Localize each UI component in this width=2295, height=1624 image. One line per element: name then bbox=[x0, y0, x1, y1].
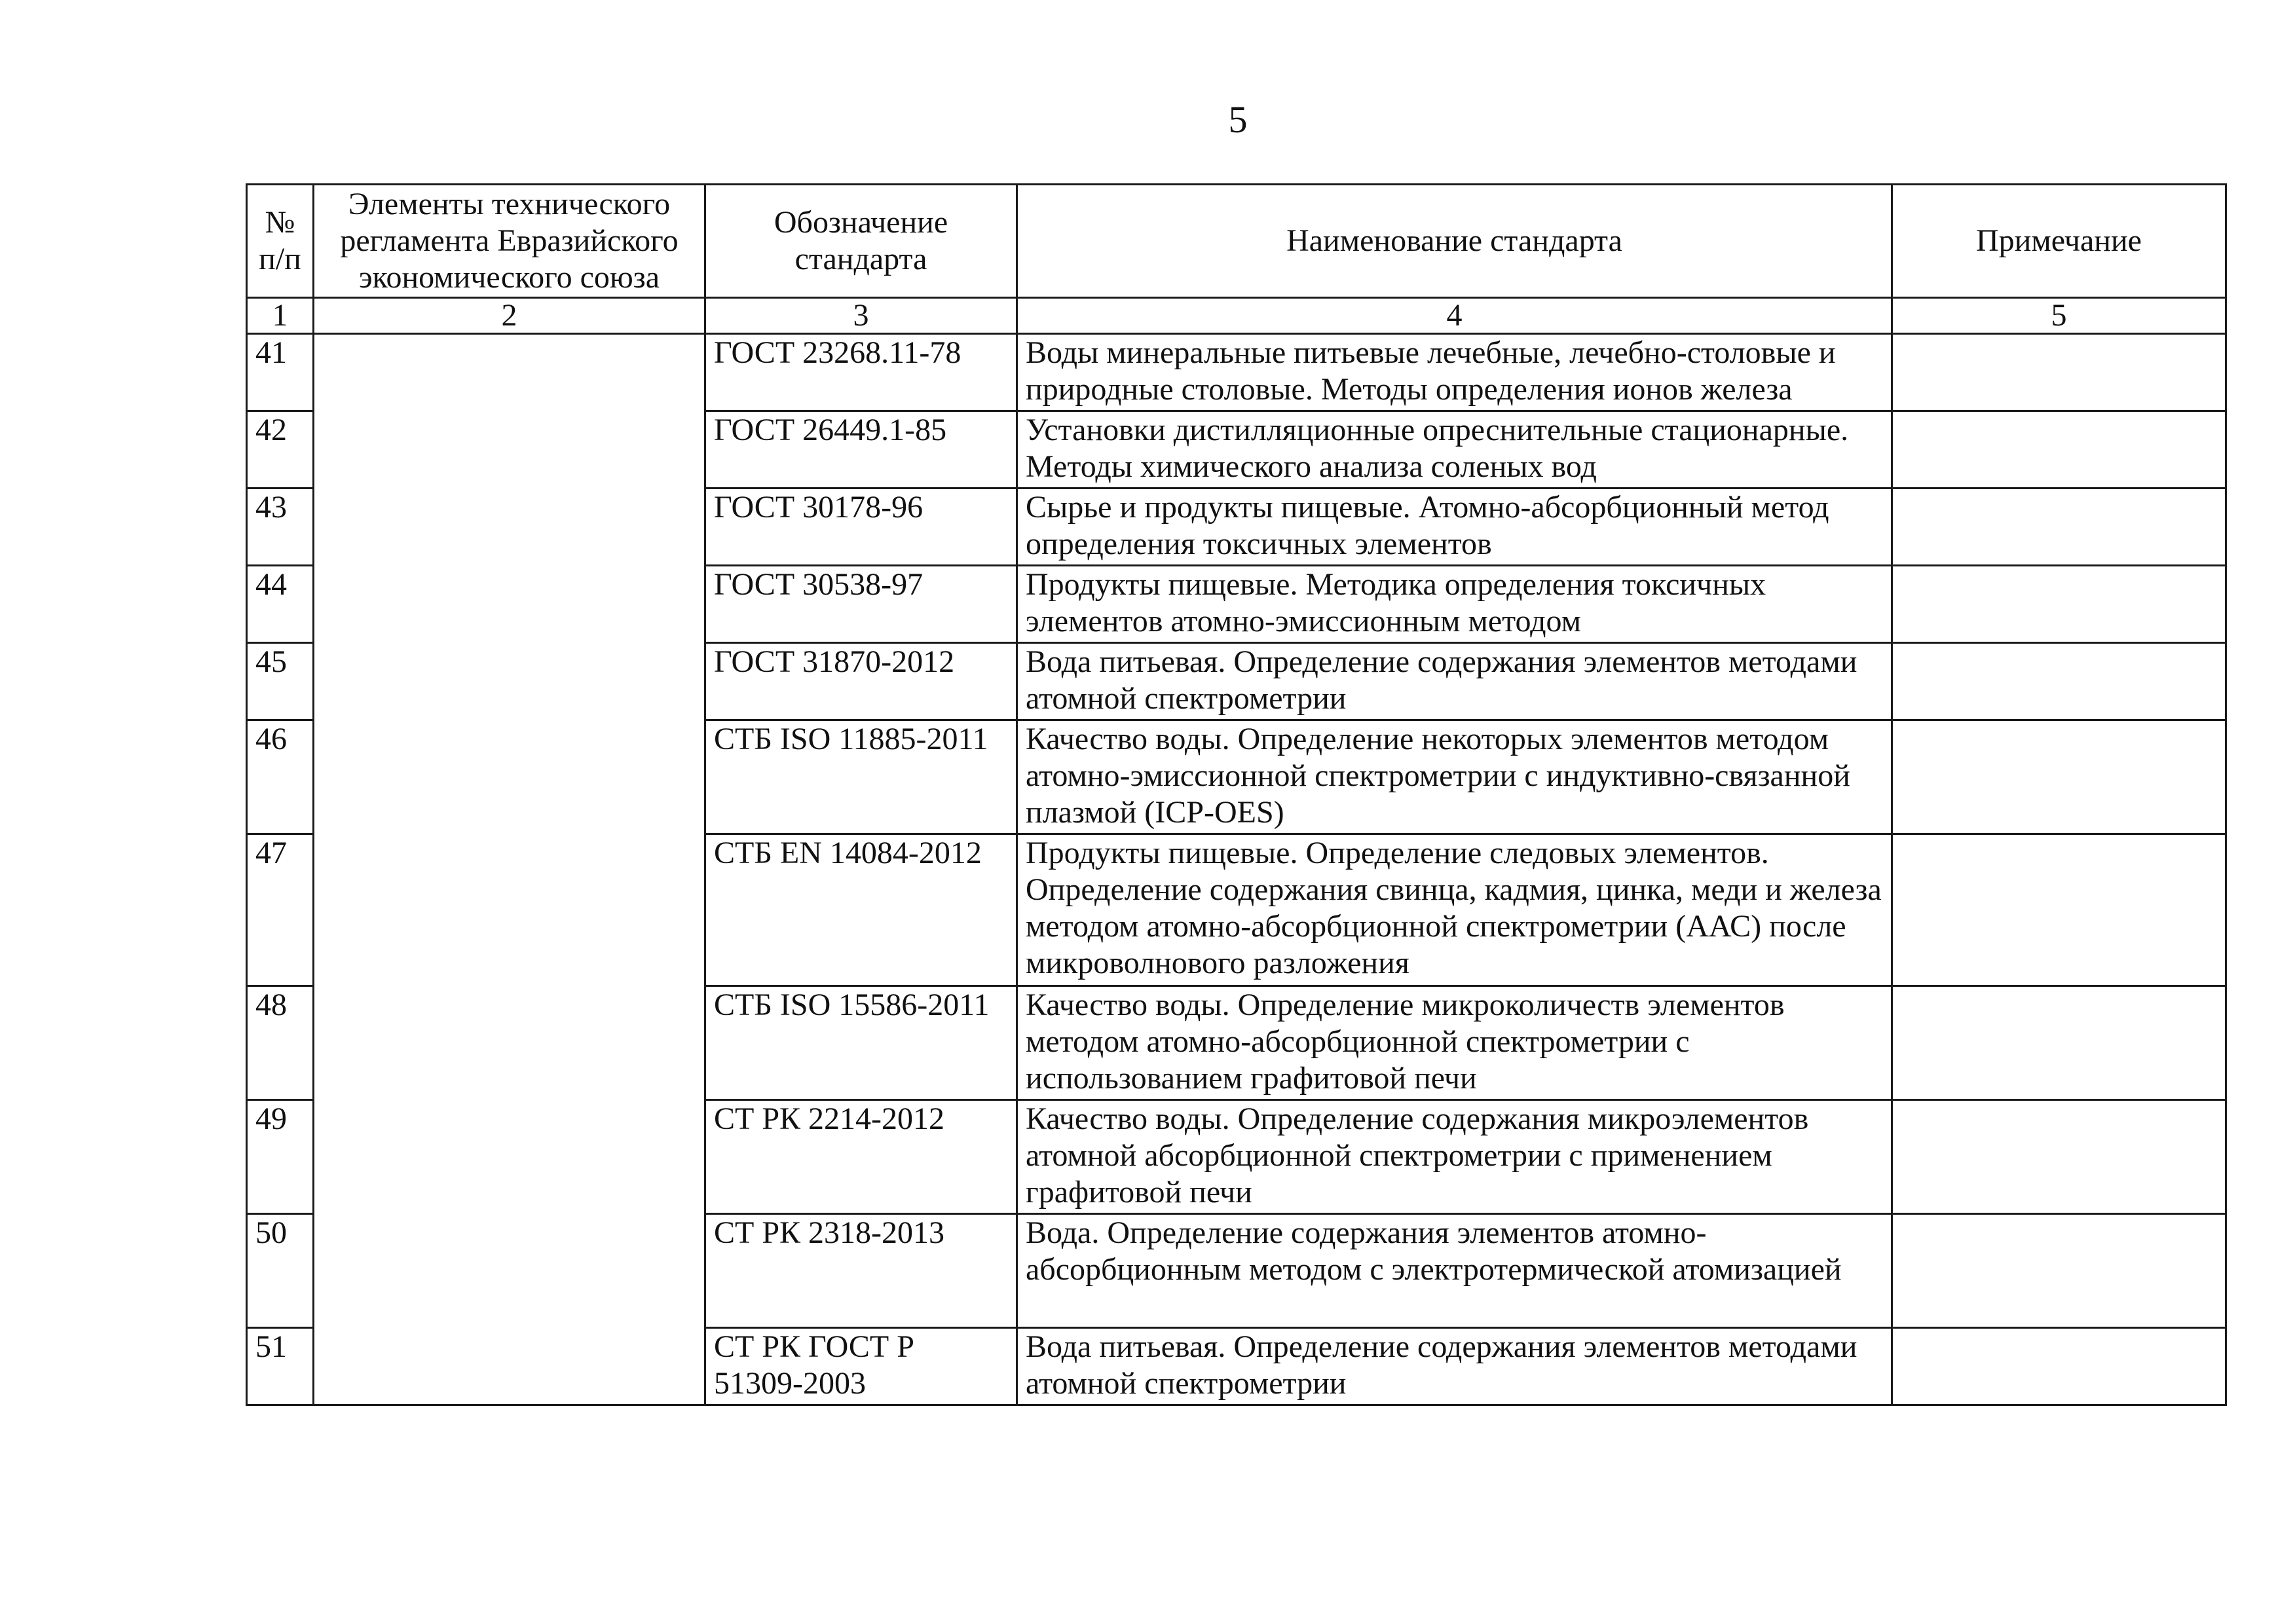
standard-code: СТБ ISO 11885-2011 bbox=[705, 720, 1017, 834]
header-elements: Элементы технического регламента Евразийского экономического союза bbox=[314, 185, 705, 298]
note-cell bbox=[1892, 1100, 2226, 1214]
column-number: 1 bbox=[247, 298, 314, 334]
standard-name: Качество воды. Определение некоторых элементов методом атомно-эмиссионной спектрометрии с индуктивно-связанной плазмой (ICP-OES) bbox=[1017, 720, 1892, 834]
standard-name: Установки дистилляционные опреснительные стационарные. Методы химического анализа соленых вод bbox=[1017, 411, 1892, 489]
table-header-row bbox=[247, 185, 2226, 298]
table-row bbox=[247, 334, 2226, 411]
row-number: 51 bbox=[247, 1328, 314, 1405]
note-cell bbox=[1892, 643, 2226, 720]
standard-name: Вода питьевая. Определение содержания элементов методами атомной спектрометрии bbox=[1017, 643, 1892, 720]
page-number: 5 bbox=[1228, 98, 1248, 141]
column-number: 4 bbox=[1017, 298, 1892, 334]
note-cell bbox=[1892, 566, 2226, 643]
column-number: 3 bbox=[705, 298, 1017, 334]
standard-code: СТ РК ГОСТ Р 51309-2003 bbox=[705, 1328, 1017, 1405]
header-standard-name: Наименование стандарта bbox=[1017, 185, 1892, 298]
standard-code: СТ РК 2318-2013 bbox=[705, 1214, 1017, 1328]
standard-name: Качество воды. Определение содержания микроэлементов атомной абсорбционной спектрометрии с применением графитовой печи bbox=[1017, 1100, 1892, 1214]
header-designation: Обозначение стандарта bbox=[705, 185, 1017, 298]
standard-name: Продукты пищевые. Методика определения токсичных элементов атомно-эмиссионным методом bbox=[1017, 566, 1892, 643]
column-number-row bbox=[247, 298, 2226, 334]
standards-table bbox=[246, 183, 2227, 1406]
note-cell bbox=[1892, 1328, 2226, 1405]
row-number: 43 bbox=[247, 489, 314, 566]
standard-name: Вода. Определение содержания элементов атомно-абсорбционным методом с электротермической атомизацией bbox=[1017, 1214, 1892, 1328]
standard-name: Вода питьевая. Определение содержания элементов методами атомной спектрометрии bbox=[1017, 1328, 1892, 1405]
row-number: 49 bbox=[247, 1100, 314, 1214]
column-number: 2 bbox=[314, 298, 705, 334]
note-cell bbox=[1892, 334, 2226, 411]
note-cell bbox=[1892, 489, 2226, 566]
note-cell bbox=[1892, 986, 2226, 1100]
row-number: 46 bbox=[247, 720, 314, 834]
elements-cell bbox=[314, 334, 705, 1405]
standard-name: Продукты пищевые. Определение следовых элементов. Определение содержания свинца, кадмия, цинка, меди и железа методом атомно-абсорбционной спектрометрии (ААС) после микроволнового разложения bbox=[1017, 834, 1892, 986]
header-number: № п/п bbox=[247, 185, 314, 298]
standard-code: ГОСТ 30538-97 bbox=[705, 566, 1017, 643]
standard-code: СТ РК 2214-2012 bbox=[705, 1100, 1017, 1214]
standard-code: ГОСТ 31870-2012 bbox=[705, 643, 1017, 720]
standard-name: Качество воды. Определение микроколичеств элементов методом атомно-абсорбционной спектрометрии с использованием графитовой печи bbox=[1017, 986, 1892, 1100]
note-cell bbox=[1892, 720, 2226, 834]
standard-code: ГОСТ 23268.11-78 bbox=[705, 334, 1017, 411]
note-cell bbox=[1892, 834, 2226, 986]
row-number: 41 bbox=[247, 334, 314, 411]
row-number: 48 bbox=[247, 986, 314, 1100]
standard-code: ГОСТ 26449.1-85 bbox=[705, 411, 1017, 489]
standard-code: СТБ EN 14084-2012 bbox=[705, 834, 1017, 986]
row-number: 42 bbox=[247, 411, 314, 489]
column-number: 5 bbox=[1892, 298, 2226, 334]
row-number: 44 bbox=[247, 566, 314, 643]
standard-name: Сырье и продукты пищевые. Атомно-абсорбционный метод определения токсичных элементов bbox=[1017, 489, 1892, 566]
standard-name: Воды минеральные питьевые лечебные, лечебно-столовые и природные столовые. Методы определения ионов железа bbox=[1017, 334, 1892, 411]
standard-code: ГОСТ 30178-96 bbox=[705, 489, 1017, 566]
note-cell bbox=[1892, 1214, 2226, 1328]
header-note: Примечание bbox=[1892, 185, 2226, 298]
note-cell bbox=[1892, 411, 2226, 489]
row-number: 45 bbox=[247, 643, 314, 720]
row-number: 47 bbox=[247, 834, 314, 986]
row-number: 50 bbox=[247, 1214, 314, 1328]
standard-code: СТБ ISO 15586-2011 bbox=[705, 986, 1017, 1100]
